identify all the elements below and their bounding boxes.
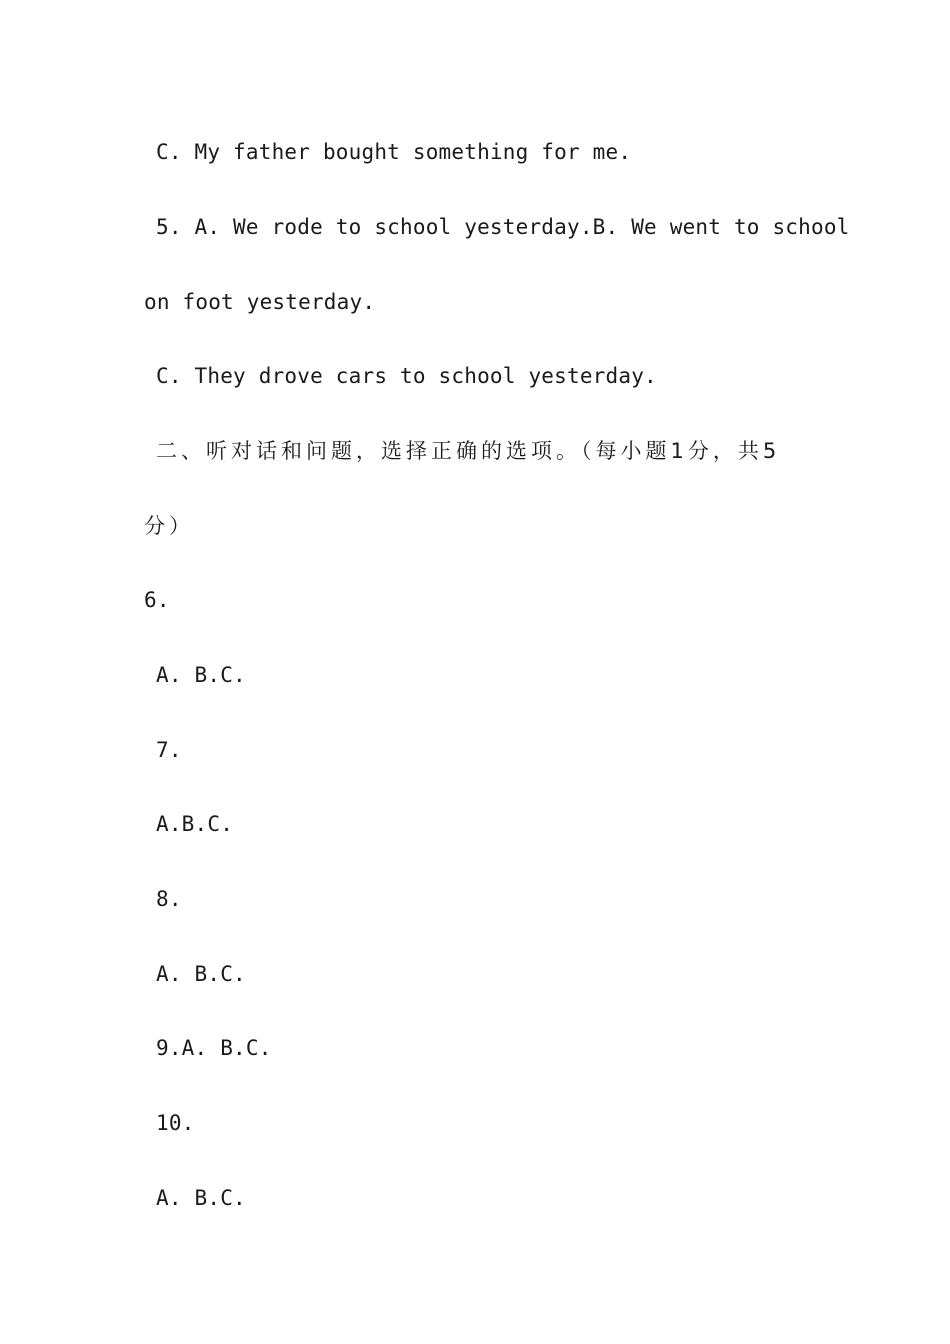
section-heading: 二、听对话和问题，选择正确的选项。（每小题1分，共5 — [156, 439, 781, 463]
question-line-5-continued: on foot yesterday. — [144, 290, 376, 314]
question-line-9: 9.A. B.C. — [156, 1036, 272, 1060]
question-number-7: 7. — [156, 738, 182, 762]
question-number-6: 6. — [144, 588, 170, 612]
section-heading-continued: 分） — [144, 514, 194, 538]
question-line-5: 5. A. We rode to school yesterday.B. We went to school — [156, 215, 850, 239]
options-line-10: A. B.C. — [156, 1186, 246, 1210]
options-line-7: A.B.C. — [156, 812, 234, 836]
option-line-4c: C. My father bought something for me. — [156, 140, 632, 164]
option-line-5c: C. They drove cars to school yesterday. — [156, 364, 657, 388]
question-number-8: 8. — [156, 887, 182, 911]
question-number-10: 10. — [156, 1111, 195, 1135]
options-line-6: A. B.C. — [156, 663, 246, 687]
options-line-8: A. B.C. — [156, 962, 246, 986]
